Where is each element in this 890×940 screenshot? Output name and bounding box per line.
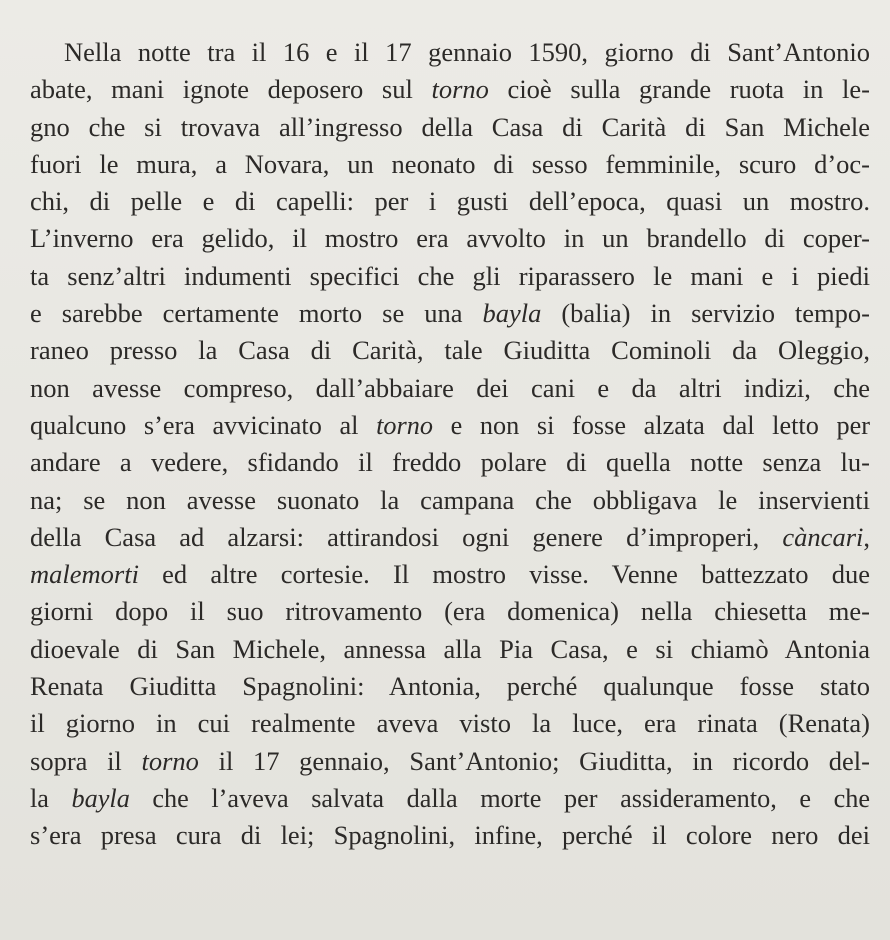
italic-word: torno	[376, 410, 433, 440]
italic-word: torno	[141, 745, 199, 776]
italic-word: bayla	[482, 298, 542, 329]
text-line	[30, 295, 870, 332]
text-segment: Renata Giuditta Spagnolini: Antonia, perché qualunque fosse stato	[30, 671, 870, 702]
text-line	[30, 109, 870, 146]
text-segment: L’inverno era gelido, il mostro era avvolto in un brandello di coper-	[30, 223, 870, 254]
text-line	[30, 71, 870, 108]
text-segment: (balia) in servizio tempo-	[541, 298, 870, 329]
text-segment: s’era presa cura di lei; Spagnolini, infine, perché il colore nero dei	[30, 820, 870, 851]
text-segment: ed altre cortesie. Il mostro visse. Venne battezzato due	[138, 559, 870, 590]
text-line	[30, 220, 870, 257]
text-segment: giorni dopo il suo ritrovamento (era domenica) nella chiesetta me-	[30, 596, 870, 627]
text-segment: la	[30, 783, 72, 813]
text-segment: il 17 gennaio, Sant’Antonio; Giuditta, in ricordo del-	[198, 745, 870, 776]
text-segment: andare a vedere, sfidando il freddo polare di quella notte senza lu-	[30, 447, 870, 478]
text-line	[30, 146, 870, 183]
text-line	[30, 593, 870, 630]
text-line	[30, 332, 870, 369]
text-segment: che l’aveva salvata dalla morte per assideramento, e che	[129, 783, 870, 813]
text-segment: Nella notte tra il 16 e il 17 gennaio 1590, giorno di Sant’Antonio	[64, 37, 870, 67]
text-segment: della Casa ad alzarsi: attirandosi ogni genere d’improperi,	[30, 521, 783, 552]
text-segment: ta senz’altri indumenti specifici che gli riparassero le mani e i piedi	[30, 260, 870, 291]
text-segment: na; se non avesse suonato la campana che obbligava le inservienti	[30, 484, 870, 515]
text-segment: abate, mani ignote deposero sul	[30, 74, 432, 105]
body-paragraph	[30, 34, 870, 855]
text-line	[30, 780, 870, 817]
text-line	[30, 705, 870, 742]
text-line	[30, 556, 870, 593]
text-segment: ,	[863, 521, 870, 552]
text-line	[30, 668, 870, 705]
text-segment: dioevale di San Michele, annessa alla Pia Casa, e si chiamò Antonia	[30, 633, 870, 664]
text-segment: qualcuno s’era avvicinato al	[30, 410, 377, 440]
text-line	[30, 183, 870, 220]
text-line	[30, 444, 870, 481]
text-line	[30, 482, 870, 519]
text-segment: e non si fosse alzata dal letto per	[432, 410, 870, 440]
text-segment: gno che si trovava all’ingresso della Casa di Carità di San Michele	[30, 111, 870, 142]
italic-word: torno	[431, 74, 489, 105]
text-line	[30, 631, 870, 668]
text-segment: raneo presso la Casa di Carità, tale Giuditta Cominoli da Oleggio,	[30, 335, 870, 366]
text-segment: sopra il	[30, 745, 142, 776]
text-line	[30, 258, 870, 295]
text-line	[30, 34, 870, 71]
text-line	[30, 407, 870, 444]
text-line	[30, 519, 870, 556]
italic-word: càncari	[782, 521, 864, 552]
text-line	[30, 743, 870, 780]
italic-word: malemorti	[30, 559, 139, 590]
text-segment: fuori le mura, a Novara, un neonato di sesso femminile, scuro d’oc-	[30, 148, 870, 179]
text-line	[30, 370, 870, 407]
text-segment: chi, di pelle e di capelli: per i gusti dell’epoca, quasi un mostro.	[30, 186, 870, 217]
text-segment: non avesse compreso, dall’abbaiare dei cani e da altri indizi, che	[30, 372, 870, 403]
text-segment: cioè sulla grande ruota in le-	[488, 74, 870, 105]
text-segment: e sarebbe certamente morto se una	[30, 298, 483, 329]
text-segment: il giorno in cui realmente aveva visto la luce, era rinata (Renata)	[30, 708, 870, 739]
text-line	[30, 817, 870, 854]
italic-word: bayla	[71, 783, 130, 813]
